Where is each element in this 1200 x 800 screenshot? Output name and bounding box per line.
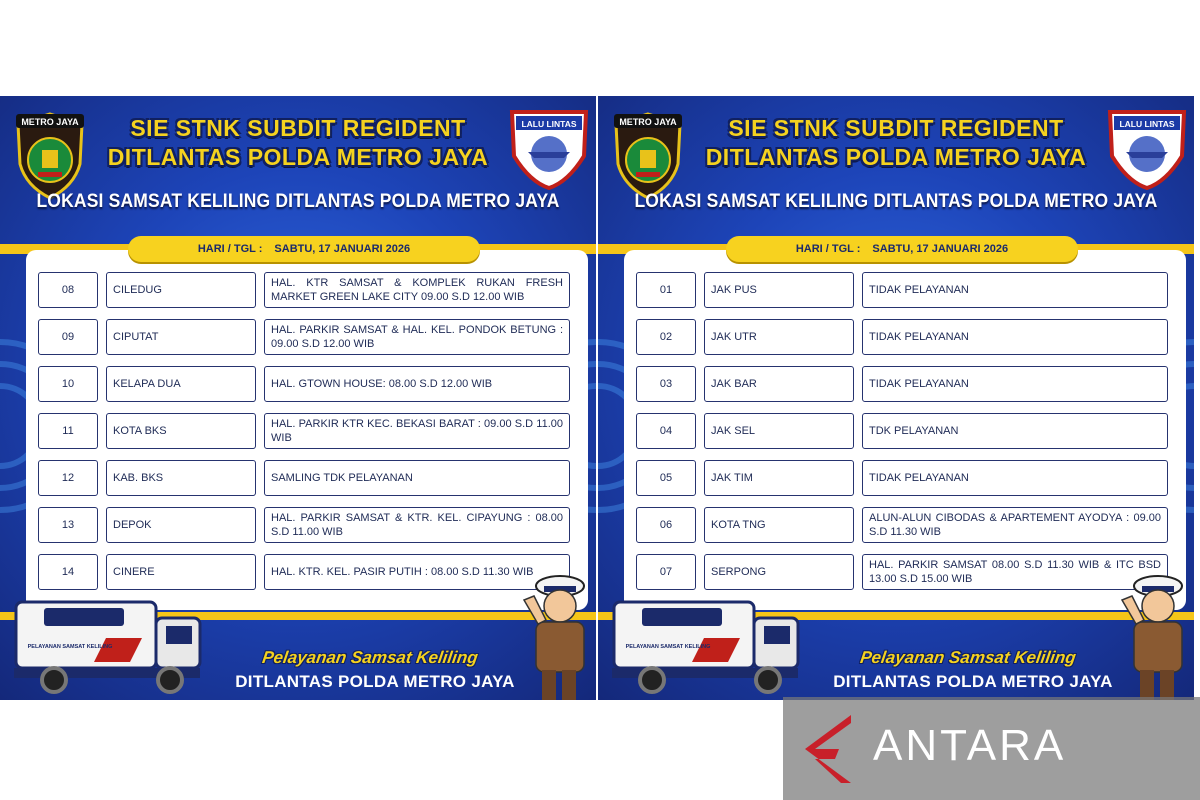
row-area: DEPOK [106,507,256,543]
date-value: SABTU, 17 JANUARI 2026 [274,243,411,255]
samsat-truck-icon [608,596,808,700]
row-area: KELAPA DUA [106,366,256,402]
antara-logo-icon [795,709,861,787]
title-line-1: SIE STNK SUBDIT REGIDENT [130,115,466,141]
row-location: TIDAK PELAYANAN [862,272,1168,308]
slogan-ditlantas: DITLANTAS POLDA METRO JAYA [833,672,1113,691]
row-number: 05 [636,460,696,496]
row-number: 06 [636,507,696,543]
schedule-table [624,250,1186,610]
table-row [636,272,1174,310]
poster-left [0,96,596,700]
poster-title [0,114,596,172]
row-area: CILEDUG [106,272,256,308]
table-row [636,554,1174,592]
table-row [38,554,576,592]
svg-text:PELAYANAN SAMSAT KELILING: PELAYANAN SAMSAT KELILING [625,644,711,650]
table-row [636,460,1174,498]
table-row [636,507,1174,545]
slogan-ditlantas: DITLANTAS POLDA METRO JAYA [235,672,515,691]
row-location: TDK PELAYANAN [862,413,1168,449]
row-number: 08 [38,272,98,308]
row-area: JAK BAR [704,366,854,402]
poster-subtitle: LOKASI SAMSAT KELILING DITLANTAS POLDA METRO JAYA [36,191,560,212]
row-location: HAL. GTOWN HOUSE: 08.00 S.D 12.00 WIB [264,366,570,402]
row-number: 07 [636,554,696,590]
row-number: 12 [38,460,98,496]
row-area: JAK PUS [704,272,854,308]
date-banner [726,236,1078,262]
row-location: SAMLING TDK PELAYANAN [264,460,570,496]
row-location: HAL. KTR SAMSAT & KOMPLEK RUKAN FRESH MARKET GREEN LAKE CITY 09.00 S.D 12.00 WIB [264,272,570,308]
table-row [38,366,576,404]
table-row [38,507,576,545]
poster-right [598,96,1194,700]
svg-text:LALU LINTAS: LALU LINTAS [1119,119,1175,129]
date-value: SABTU, 17 JANUARI 2026 [872,243,1009,255]
row-number: 10 [38,366,98,402]
samsat-truck-icon [10,596,210,700]
table-row [38,460,576,498]
row-location: TIDAK PELAYANAN [862,460,1168,496]
row-area: KAB. BKS [106,460,256,496]
row-location: HAL. PARKIR KTR KEC. BEKASI BARAT : 09.00 S.D 11.00 WIB [264,413,570,449]
row-number: 02 [636,319,696,355]
row-number: 14 [38,554,98,590]
title-line-2: DITLANTAS POLDA METRO JAYA [705,144,1087,170]
row-location: HAL. KTR. KEL. PASIR PUTIH : 08.00 S.D 11.30 WIB [264,554,570,590]
row-number: 13 [38,507,98,543]
row-location: ALUN-ALUN CIBODAS & APARTEMENT AYODYA : 09.00 S.D 11.30 WIB [862,507,1168,543]
row-area: JAK TIM [704,460,854,496]
slogan-service: Pelayanan Samsat Keliling [261,648,480,667]
antara-watermark [783,697,1200,800]
date-label: HARI / TGL : [795,243,861,255]
row-area: CIPUTAT [106,319,256,355]
svg-text:PELAYANAN SAMSAT KELILING: PELAYANAN SAMSAT KELILING [27,644,113,650]
svg-text:LALU LINTAS: LALU LINTAS [521,119,577,129]
title-line-2: DITLANTAS POLDA METRO JAYA [107,144,489,170]
row-area: KOTA BKS [106,413,256,449]
police-officer-saluting-icon [1114,566,1192,700]
row-number: 04 [636,413,696,449]
watermark-text: ANTARA [873,721,1067,770]
slogan-service: Pelayanan Samsat Keliling [859,648,1078,667]
poster-subtitle: LOKASI SAMSAT KELILING DITLANTAS POLDA METRO JAYA [634,191,1158,212]
table-row [636,319,1174,357]
row-number: 09 [38,319,98,355]
table-row [636,413,1174,451]
row-location: HAL. PARKIR SAMSAT & KTR. KEL. CIPAYUNG : 08.00 S.D 11.00 WIB [264,507,570,543]
row-number: 03 [636,366,696,402]
table-row [636,366,1174,404]
row-location: TIDAK PELAYANAN [862,319,1168,355]
row-number: 11 [38,413,98,449]
svg-text:METRO JAYA: METRO JAYA [21,117,79,127]
row-area: CINERE [106,554,256,590]
row-area: SERPONG [704,554,854,590]
table-row [38,272,576,310]
svg-text:METRO JAYA: METRO JAYA [619,117,677,127]
schedule-table [26,250,588,610]
row-area: KOTA TNG [704,507,854,543]
table-row [38,413,576,451]
police-officer-saluting-icon [516,566,594,700]
row-location: HAL. PARKIR SAMSAT & HAL. KEL. PONDOK BETUNG : 09.00 S.D 12.00 WIB [264,319,570,355]
row-number: 01 [636,272,696,308]
row-location: TIDAK PELAYANAN [862,366,1168,402]
title-line-1: SIE STNK SUBDIT REGIDENT [728,115,1064,141]
date-label: HARI / TGL : [197,243,263,255]
row-area: JAK SEL [704,413,854,449]
row-location: HAL. PARKIR SAMSAT 08.00 S.D 11.30 WIB & ITC BSD 13.00 S.D 15.00 WIB [862,554,1168,590]
table-row [38,319,576,357]
date-banner [128,236,480,262]
row-area: JAK UTR [704,319,854,355]
poster-title [598,114,1194,172]
